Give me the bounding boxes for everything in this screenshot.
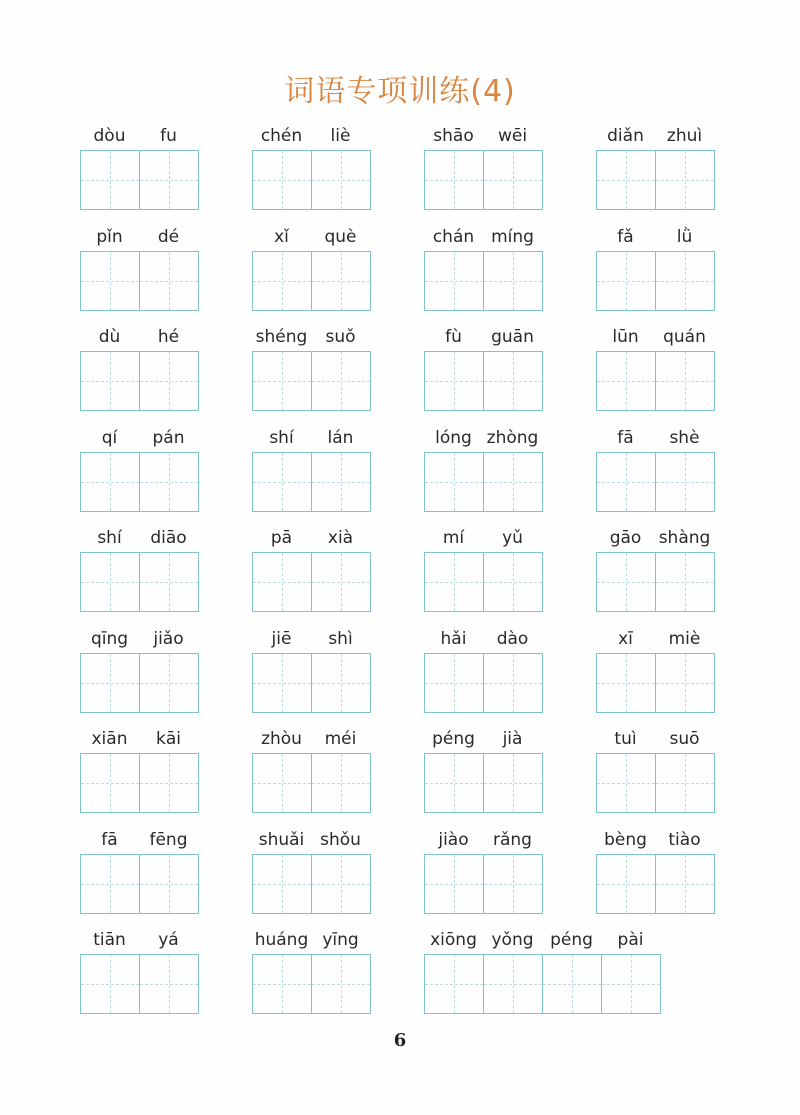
writing-box[interactable] <box>253 553 312 611</box>
word-item <box>80 526 199 612</box>
writing-box[interactable] <box>253 955 312 1013</box>
pinyin-syllable: dòu <box>93 126 126 146</box>
word-item <box>596 124 715 210</box>
pinyin-syllable: suǒ <box>325 327 356 347</box>
writing-box[interactable] <box>140 654 199 712</box>
tianzige-boxes <box>80 251 199 311</box>
writing-box[interactable] <box>312 754 371 812</box>
writing-box[interactable] <box>81 453 140 511</box>
tianzige-boxes <box>424 552 543 612</box>
word-item <box>252 325 371 411</box>
writing-box[interactable] <box>253 151 312 209</box>
pinyin-syllable: suō <box>669 729 700 749</box>
writing-box[interactable] <box>597 252 656 310</box>
word-row <box>80 124 720 225</box>
tianzige-boxes <box>424 452 543 512</box>
word-grid <box>80 124 720 1029</box>
pinyin-syllable: fā <box>617 427 634 448</box>
pinyin-line <box>252 627 371 651</box>
pinyin-line <box>252 124 371 148</box>
word-item <box>252 426 371 512</box>
pinyin-line <box>596 627 715 651</box>
pinyin-syllable: méi <box>324 729 357 749</box>
word-item <box>252 828 371 914</box>
pinyin-syllable: wēi <box>497 126 528 146</box>
tianzige-boxes <box>596 753 715 813</box>
writing-box[interactable] <box>140 252 199 310</box>
word-item <box>252 627 371 713</box>
pinyin-line <box>424 828 543 852</box>
word-item <box>80 627 199 713</box>
pinyin-syllable: diāo <box>150 528 187 548</box>
pinyin-syllable: péng <box>432 729 475 749</box>
pinyin-line <box>596 225 715 249</box>
tianzige-boxes <box>596 150 715 210</box>
pinyin-syllable: pài <box>617 930 644 950</box>
writing-box[interactable] <box>425 855 484 913</box>
pinyin-syllable: xiān <box>91 729 128 749</box>
writing-box[interactable] <box>425 955 484 1013</box>
writing-box[interactable] <box>597 151 656 209</box>
tianzige-boxes <box>252 452 371 512</box>
tianzige-boxes <box>424 150 543 210</box>
writing-box[interactable] <box>425 352 484 410</box>
writing-box[interactable] <box>312 252 371 310</box>
pinyin-syllable: zhuì <box>666 126 703 146</box>
tianzige-boxes <box>596 351 715 411</box>
tianzige-boxes <box>424 753 543 813</box>
writing-box[interactable] <box>656 453 715 511</box>
pinyin-line <box>80 727 199 751</box>
word-item <box>80 828 199 914</box>
word-item <box>596 727 715 813</box>
pinyin-syllable: jiào <box>438 829 469 850</box>
word-item <box>424 325 543 411</box>
tianzige-boxes <box>424 351 543 411</box>
pinyin-syllable: jiē <box>271 628 292 649</box>
pinyin-syllable: chén <box>260 126 303 146</box>
pinyin-line <box>252 325 371 349</box>
tianzige-boxes <box>80 150 199 210</box>
writing-box[interactable] <box>81 754 140 812</box>
word-row <box>80 325 720 426</box>
pinyin-syllable: fēng <box>149 829 188 850</box>
pinyin-syllable: pǐn <box>96 226 123 247</box>
writing-box[interactable] <box>425 553 484 611</box>
writing-box[interactable] <box>656 855 715 913</box>
writing-box[interactable] <box>312 955 371 1013</box>
writing-box[interactable] <box>81 553 140 611</box>
pinyin-syllable: dé <box>157 226 180 247</box>
writing-box[interactable] <box>425 252 484 310</box>
writing-box[interactable] <box>597 654 656 712</box>
writing-box[interactable] <box>140 955 199 1013</box>
pinyin-line <box>424 727 543 751</box>
pinyin-syllable: shàng <box>658 528 711 548</box>
pinyin-syllable: shuǎi <box>258 829 305 850</box>
writing-box[interactable] <box>425 453 484 511</box>
writing-box[interactable] <box>597 453 656 511</box>
word-item <box>252 727 371 813</box>
pinyin-line <box>80 526 199 550</box>
pinyin-syllable: quán <box>663 327 706 347</box>
word-item <box>596 627 715 713</box>
writing-box[interactable] <box>81 955 140 1013</box>
word-item <box>424 225 543 311</box>
pinyin-line <box>424 426 543 450</box>
pinyin-syllable: dù <box>98 327 121 347</box>
word-row <box>80 928 720 1029</box>
word-item <box>80 325 199 411</box>
tianzige-boxes <box>252 150 371 210</box>
pinyin-line <box>424 627 543 651</box>
writing-box[interactable] <box>602 955 661 1013</box>
pinyin-line <box>80 828 199 852</box>
writing-box[interactable] <box>312 855 371 913</box>
word-row <box>80 225 720 326</box>
pinyin-syllable: hǎi <box>440 628 467 649</box>
pinyin-syllable: qí <box>101 427 118 448</box>
pinyin-line <box>252 526 371 550</box>
pinyin-syllable: shí <box>269 427 294 448</box>
tianzige-boxes <box>424 251 543 311</box>
writing-box[interactable] <box>543 955 602 1013</box>
word-row <box>80 727 720 828</box>
pinyin-syllable: péng <box>550 930 593 950</box>
word-item <box>252 928 371 1014</box>
pinyin-syllable: lán <box>327 427 354 448</box>
tianzige-boxes <box>424 653 543 713</box>
tianzige-boxes <box>252 351 371 411</box>
writing-box[interactable] <box>253 453 312 511</box>
pinyin-syllable: gāo <box>609 528 642 548</box>
pinyin-line <box>424 526 543 550</box>
pinyin-syllable: zhòng <box>486 427 539 448</box>
page-number: 6 <box>393 1030 407 1051</box>
word-item <box>596 526 715 612</box>
pinyin-line <box>80 124 199 148</box>
word-item <box>424 828 543 914</box>
tianzige-boxes <box>596 251 715 311</box>
writing-box[interactable] <box>656 553 715 611</box>
tianzige-boxes <box>252 753 371 813</box>
pinyin-syllable: dào <box>496 628 529 649</box>
pinyin-syllable: yá <box>158 930 179 950</box>
pinyin-syllable: jiǎo <box>153 628 184 649</box>
writing-box[interactable] <box>140 151 199 209</box>
pinyin-syllable: tiào <box>668 829 701 850</box>
pinyin-syllable: shè <box>669 427 700 448</box>
writing-box[interactable] <box>81 151 140 209</box>
tianzige-boxes <box>596 653 715 713</box>
pinyin-syllable: xǐ <box>274 226 289 247</box>
writing-box[interactable] <box>484 453 543 511</box>
tianzige-boxes <box>252 653 371 713</box>
tianzige-boxes <box>252 552 371 612</box>
pinyin-line <box>252 928 371 952</box>
page-title: 词语专项训练(4) <box>284 74 516 109</box>
tianzige-boxes <box>252 251 371 311</box>
word-item <box>424 124 543 210</box>
word-item <box>252 526 371 612</box>
pinyin-line <box>252 828 371 852</box>
writing-box[interactable] <box>656 252 715 310</box>
pinyin-syllable: tiān <box>93 930 126 950</box>
pinyin-syllable: rǎng <box>493 829 532 850</box>
pinyin-line <box>596 526 715 550</box>
word-item <box>424 627 543 713</box>
pinyin-syllable: kāi <box>156 729 181 749</box>
pinyin-syllable: guān <box>491 327 534 347</box>
writing-box[interactable] <box>81 352 140 410</box>
writing-box[interactable] <box>81 855 140 913</box>
writing-box[interactable] <box>656 754 715 812</box>
word-item <box>596 828 715 914</box>
pinyin-syllable: shǒu <box>320 829 361 850</box>
writing-box[interactable] <box>656 151 715 209</box>
writing-box[interactable] <box>312 453 371 511</box>
pinyin-line <box>596 727 715 751</box>
pinyin-line <box>252 426 371 450</box>
writing-box[interactable] <box>81 654 140 712</box>
pinyin-line <box>80 325 199 349</box>
word-item <box>596 426 715 512</box>
pinyin-line <box>424 325 543 349</box>
pinyin-syllable: yīng <box>322 930 359 950</box>
writing-box[interactable] <box>597 553 656 611</box>
writing-box[interactable] <box>597 352 656 410</box>
writing-box[interactable] <box>484 855 543 913</box>
pinyin-syllable: miè <box>668 628 701 649</box>
tianzige-boxes <box>596 854 715 914</box>
writing-box[interactable] <box>253 855 312 913</box>
tianzige-boxes <box>596 452 715 512</box>
word-item <box>424 727 543 813</box>
pinyin-syllable: shí <box>97 528 122 548</box>
word-item <box>252 124 371 210</box>
pinyin-syllable: zhòu <box>261 729 302 749</box>
pinyin-syllable: xià <box>327 528 354 548</box>
pinyin-syllable: shì <box>328 628 353 649</box>
pinyin-line <box>80 225 199 249</box>
writing-box[interactable] <box>140 553 199 611</box>
writing-box[interactable] <box>425 754 484 812</box>
pinyin-line <box>80 627 199 651</box>
writing-box[interactable] <box>140 453 199 511</box>
word-item <box>596 225 715 311</box>
pinyin-line <box>424 928 661 952</box>
pinyin-line <box>80 928 199 952</box>
tianzige-boxes <box>80 954 199 1014</box>
pinyin-line <box>424 225 543 249</box>
word-row <box>80 426 720 527</box>
pinyin-syllable: liè <box>330 126 351 146</box>
writing-box[interactable] <box>484 151 543 209</box>
tianzige-boxes <box>80 653 199 713</box>
tianzige-boxes <box>80 854 199 914</box>
pinyin-syllable: fā <box>101 829 118 850</box>
writing-box[interactable] <box>253 252 312 310</box>
pinyin-line <box>596 828 715 852</box>
writing-box[interactable] <box>484 654 543 712</box>
writing-box[interactable] <box>140 352 199 410</box>
writing-box[interactable] <box>425 151 484 209</box>
word-item <box>424 426 543 512</box>
tianzige-boxes <box>80 552 199 612</box>
word-row <box>80 828 720 929</box>
pinyin-syllable: jià <box>502 729 523 749</box>
pinyin-syllable: xī <box>618 628 633 649</box>
pinyin-line <box>596 426 715 450</box>
pinyin-line <box>252 225 371 249</box>
writing-box[interactable] <box>656 654 715 712</box>
pinyin-line <box>596 124 715 148</box>
writing-box[interactable] <box>597 754 656 812</box>
word-item <box>80 727 199 813</box>
pinyin-syllable: huáng <box>254 930 309 950</box>
pinyin-syllable: mí <box>442 528 465 548</box>
pinyin-line <box>252 727 371 751</box>
word-item <box>252 225 371 311</box>
tianzige-boxes <box>596 552 715 612</box>
writing-box[interactable] <box>425 654 484 712</box>
pinyin-syllable: chán <box>432 226 475 247</box>
pinyin-line <box>596 325 715 349</box>
writing-box[interactable] <box>484 352 543 410</box>
writing-box[interactable] <box>484 553 543 611</box>
pinyin-syllable: què <box>324 226 357 247</box>
writing-box[interactable] <box>253 352 312 410</box>
pinyin-syllable: pā <box>270 528 293 548</box>
writing-box[interactable] <box>312 553 371 611</box>
writing-box[interactable] <box>253 754 312 812</box>
word-item <box>80 928 199 1014</box>
writing-box[interactable] <box>253 654 312 712</box>
writing-box[interactable] <box>484 252 543 310</box>
pinyin-syllable: fù <box>445 327 462 347</box>
pinyin-syllable: míng <box>491 226 534 247</box>
pinyin-syllable: lóng <box>435 427 472 448</box>
tianzige-boxes <box>252 854 371 914</box>
tianzige-boxes <box>424 954 661 1014</box>
writing-box[interactable] <box>597 855 656 913</box>
tianzige-boxes <box>252 954 371 1014</box>
writing-box[interactable] <box>140 855 199 913</box>
word-item <box>596 325 715 411</box>
writing-box[interactable] <box>484 955 543 1013</box>
tianzige-boxes <box>80 753 199 813</box>
pinyin-syllable: bèng <box>604 829 647 850</box>
writing-box[interactable] <box>484 754 543 812</box>
writing-box[interactable] <box>140 754 199 812</box>
tianzige-boxes <box>80 452 199 512</box>
pinyin-line <box>80 426 199 450</box>
pinyin-syllable: hé <box>157 327 180 347</box>
writing-box[interactable] <box>312 654 371 712</box>
tianzige-boxes <box>80 351 199 411</box>
pinyin-syllable: lūn <box>612 327 639 347</box>
pinyin-syllable: xiōng <box>430 930 477 950</box>
pinyin-syllable: yǒng <box>491 930 534 950</box>
pinyin-syllable: qīng <box>90 628 129 649</box>
word-row <box>80 627 720 728</box>
writing-box[interactable] <box>81 252 140 310</box>
pinyin-syllable: shāo <box>433 126 474 146</box>
writing-box[interactable] <box>656 352 715 410</box>
pinyin-syllable: yǔ <box>502 528 523 548</box>
word-item <box>80 124 199 210</box>
pinyin-syllable: pán <box>152 427 185 448</box>
word-item <box>424 928 661 1014</box>
pinyin-syllable: lǜ <box>676 226 693 247</box>
pinyin-syllable: shéng <box>255 327 308 347</box>
word-item <box>80 426 199 512</box>
pinyin-syllable: fǎ <box>617 226 634 247</box>
tianzige-boxes <box>424 854 543 914</box>
pinyin-line <box>424 124 543 148</box>
pinyin-syllable: tuì <box>614 729 637 749</box>
writing-box[interactable] <box>312 352 371 410</box>
word-item <box>80 225 199 311</box>
writing-box[interactable] <box>312 151 371 209</box>
word-row <box>80 526 720 627</box>
word-item <box>424 526 543 612</box>
pinyin-syllable: fu <box>160 126 177 146</box>
pinyin-syllable: diǎn <box>607 126 644 146</box>
